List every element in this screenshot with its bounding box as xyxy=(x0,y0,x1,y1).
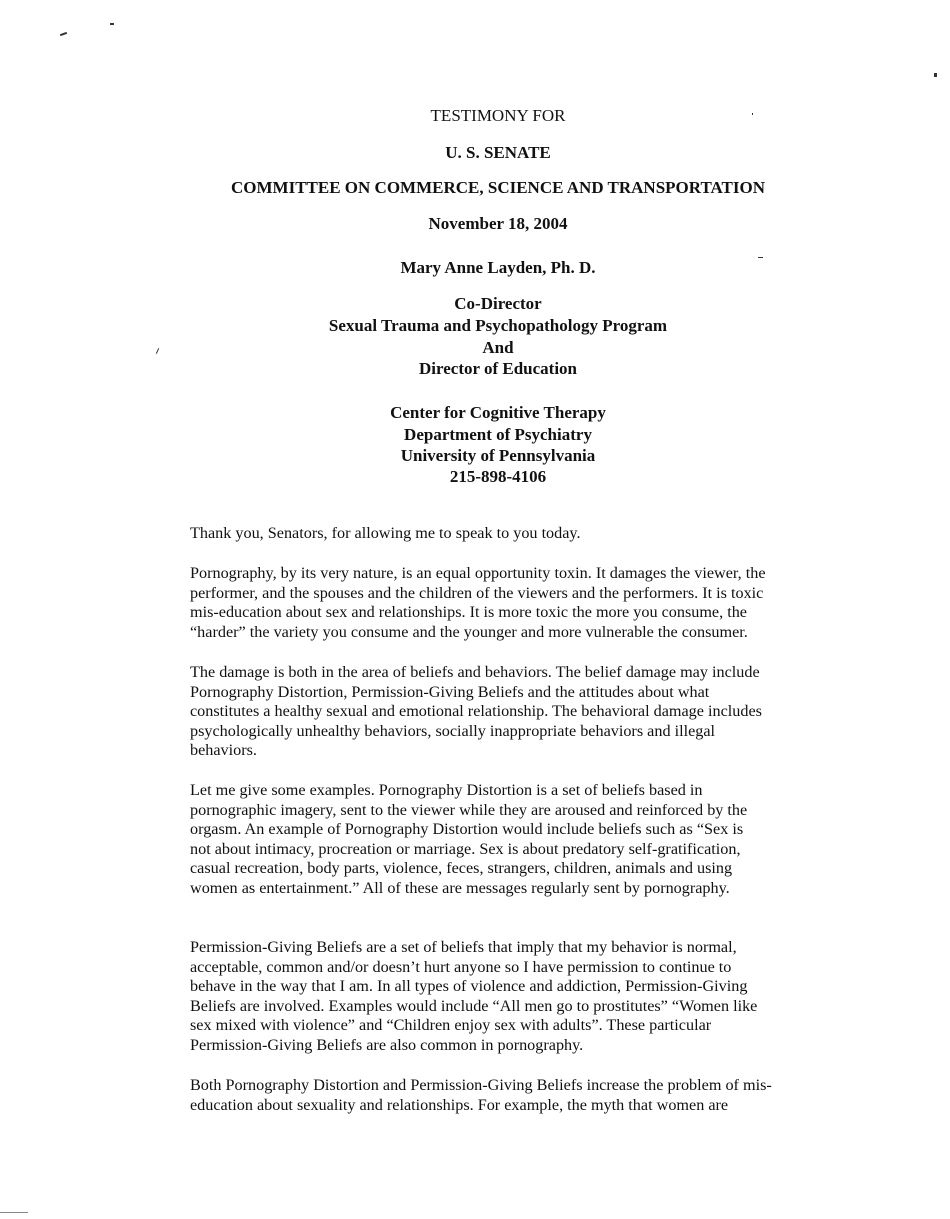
text-line: education about sexuality and relationships. For example, the myth that women are xyxy=(190,1095,729,1114)
text-line: Pornography Distortion, Permission-Giving Beliefs and the attitudes about what xyxy=(190,682,710,701)
text-line: Both Pornography Distortion and Permission-Giving Beliefs increase the problem of mis- xyxy=(190,1076,772,1094)
text-line: performer, and the spouses and the children of the viewers and the performers. It is toxic xyxy=(190,583,764,602)
affiliation-line: University of Pennsylvania xyxy=(400,446,596,465)
text-line: behave in the way that I am. In all types of violence and addiction, Permission-Giving xyxy=(190,977,748,995)
scan-speck xyxy=(934,73,937,77)
scan-speck xyxy=(752,113,753,115)
scan-speck xyxy=(0,1212,28,1213)
affiliation-line: Center for Cognitive Therapy xyxy=(390,403,606,422)
role-line: Co-Director xyxy=(454,294,542,313)
affiliation-line: Department of Psychiatry xyxy=(404,425,592,444)
text-line: pornographic imagery, sent to the viewer while they are aroused and reinforced by the xyxy=(190,800,748,819)
role-line: And xyxy=(482,338,514,357)
title-testimony-for: TESTIMONY FOR xyxy=(430,106,566,125)
scan-speck xyxy=(60,32,67,36)
scan-speck xyxy=(110,23,114,25)
text-line: Permission-Giving Beliefs are also common in pornography. xyxy=(190,1035,584,1054)
text-line: The damage is both in the area of beliefs and behaviors. The belief damage may include xyxy=(190,663,760,681)
paragraph-permission-giving xyxy=(190,938,830,1055)
text-line: orgasm. An example of Pornography Distortion would include beliefs such as “Sex is xyxy=(190,820,744,838)
hearing-date: November 18, 2004 xyxy=(428,214,568,233)
text-line: sex mixed with violence” and “Children enjoy sex with adults”. These particular xyxy=(190,1016,712,1034)
role-line: Sexual Trauma and Psychopathology Program xyxy=(328,316,668,335)
text-line: Beliefs are involved. Examples would include “All men go to prostitutes” “Women like xyxy=(190,996,758,1015)
paragraph-examples xyxy=(190,781,830,898)
text-line: acceptable, common and/or doesn’t hurt anyone so I have permission to continue to xyxy=(190,957,732,976)
text-line: Let me give some examples. Pornography Distortion is a set of beliefs based in xyxy=(190,781,703,799)
text-line: constitutes a healthy sexual and emotional relationship. The behavioral damage includes xyxy=(190,702,762,720)
text-line: “harder” the variety you consume and the younger and more vulnerable the consumer. xyxy=(190,622,748,641)
text-line: Permission-Giving Beliefs are a set of beliefs that imply that my behavior is normal, xyxy=(190,938,737,956)
text-line: not about intimacy, procreation or marriage. Sex is about predatory self-gratification, xyxy=(190,839,741,858)
text-line: behaviors. xyxy=(190,741,257,759)
paragraph-thanks xyxy=(190,524,830,544)
title-committee: COMMITTEE ON COMMERCE, SCIENCE AND TRANSPORTATION xyxy=(230,178,765,197)
role-line: Director of Education xyxy=(418,359,578,378)
scan-speck xyxy=(758,257,763,258)
phone-number: 215-898-4106 xyxy=(449,467,547,486)
text-line: Thank you, Senators, for allowing me to speak to you today. xyxy=(190,524,581,542)
text-line: mis-education about sex and relationships. It is more toxic the more you consume, the xyxy=(190,603,747,621)
text-line: psychologically unhealthy behaviors, socially inappropriate behaviors and illegal xyxy=(190,721,716,740)
text-line: women as entertainment.” All of these are messages regularly sent by pornography. xyxy=(190,878,730,897)
paragraph-mis-education xyxy=(190,1076,830,1115)
paragraph-damage xyxy=(190,663,830,761)
text-line: Pornography, by its very nature, is an equal opportunity toxin. It damages the viewer, the xyxy=(190,564,766,582)
title-us-senate: U. S. SENATE xyxy=(445,143,551,162)
text-line: casual recreation, body parts, violence, feces, strangers, children, animals and using xyxy=(190,859,733,877)
witness-name: Mary Anne Layden, Ph. D. xyxy=(400,258,596,277)
paragraph-toxin xyxy=(190,564,830,642)
